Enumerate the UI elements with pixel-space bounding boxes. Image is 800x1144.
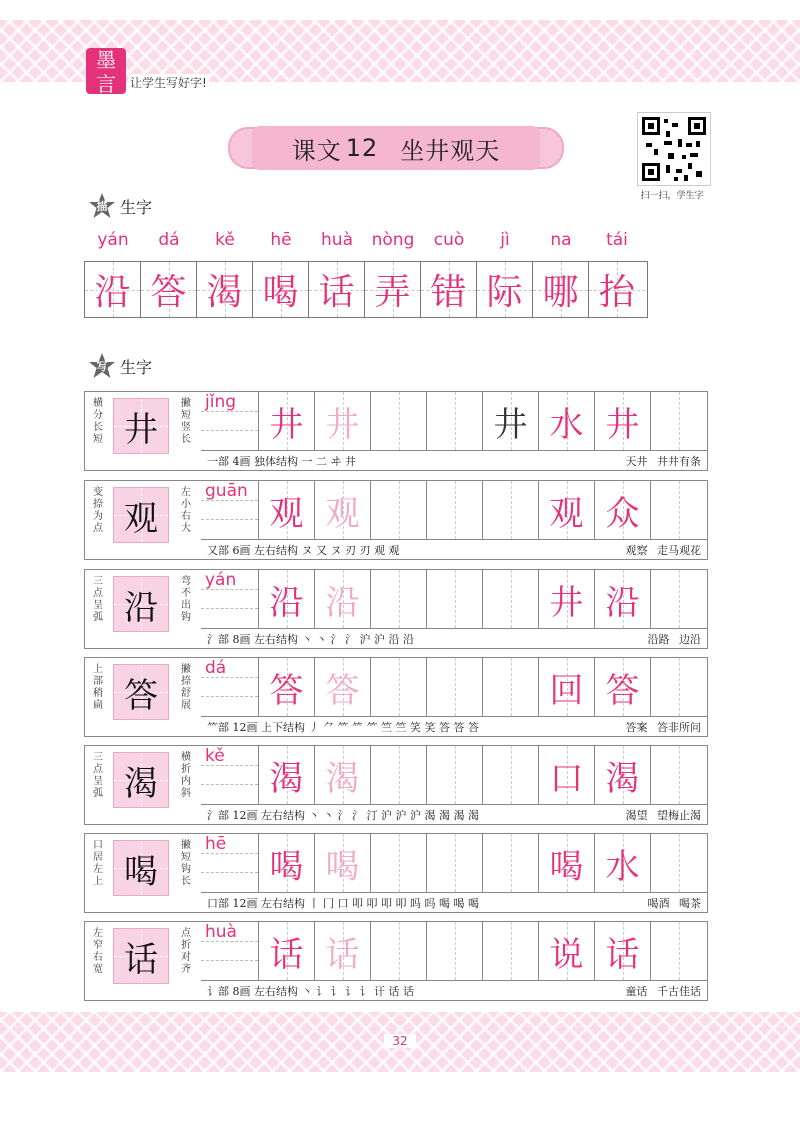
stroke-order-text: 一部 4画 独体结构 一 二 ヰ 井 — [207, 454, 356, 468]
practice-cell[interactable] — [371, 746, 427, 804]
practice-cell[interactable]: 喝 — [539, 834, 595, 892]
stroke-order-text: 氵部 12画 左右结构 丶 丶 氵 氵 汀 沪 沪 沪 渴 渴 渴 渴 — [207, 808, 479, 822]
section-write-heading: 写 生字 — [88, 352, 152, 380]
lesson-title — [252, 126, 540, 170]
practice-cell[interactable]: 沿 — [315, 570, 371, 628]
practice-cell[interactable]: 井 — [595, 392, 651, 450]
stroke-info — [201, 450, 707, 470]
example-words: 喝酒 喝茶 — [647, 896, 701, 910]
stroke-order-text: 氵部 8画 左右结构 丶 丶 氵 氵 沪 沪 沿 沿 — [207, 632, 414, 646]
trace-char-row — [84, 261, 648, 318]
trace-char: 弄 — [374, 272, 411, 313]
practice-cell[interactable]: 回 — [539, 658, 595, 716]
practice-cell[interactable] — [483, 481, 539, 539]
pinyin-text: hē — [205, 834, 227, 854]
practice-cell[interactable]: 喝 — [315, 834, 371, 892]
stroke-info — [201, 804, 707, 824]
stroke-info — [201, 980, 707, 1000]
practice-cell[interactable] — [651, 746, 707, 804]
practice-cell[interactable]: 口 — [539, 746, 595, 804]
trace-pinyin: jì — [500, 230, 510, 250]
writing-tip-right: 左小右大 — [181, 487, 191, 534]
practice-row — [84, 833, 708, 913]
trace-char-cell[interactable] — [309, 262, 365, 317]
trace-pinyin-row — [85, 230, 647, 258]
practice-cell[interactable] — [427, 834, 483, 892]
trace-pinyin: tái — [606, 230, 628, 250]
writing-tip-right: 横折内斜 — [181, 752, 191, 799]
model-char: 沿 — [113, 576, 169, 632]
stroke-info — [201, 628, 707, 648]
trace-pinyin: nòng — [371, 230, 415, 250]
practice-cell[interactable] — [371, 658, 427, 716]
practice-cell[interactable] — [651, 481, 707, 539]
star-badge-icon: 描 — [88, 192, 116, 220]
trace-char: 话 — [318, 272, 355, 313]
stroke-order-text: 讠部 8画 左右结构 丶 讠 讠 讠 讠 讦 话 话 — [207, 984, 414, 998]
practice-cell[interactable]: 渴 — [259, 746, 315, 804]
qr-code[interactable] — [637, 112, 711, 186]
practice-cell[interactable]: 水 — [595, 834, 651, 892]
trace-pinyin: hē — [270, 230, 292, 250]
practice-cell[interactable] — [483, 922, 539, 980]
practice-cell[interactable] — [427, 481, 483, 539]
trace-char: 错 — [430, 272, 467, 313]
practice-cell[interactable]: 答 — [259, 658, 315, 716]
practice-cell[interactable] — [483, 570, 539, 628]
trace-char-cell[interactable] — [589, 262, 645, 317]
pinyin-text: jǐng — [205, 392, 237, 412]
practice-row — [84, 921, 708, 1001]
brand-slogan: 让学生写好字! — [130, 76, 207, 90]
practice-cell[interactable]: 观 — [259, 481, 315, 539]
stroke-info — [201, 892, 707, 912]
pinyin-box[interactable] — [201, 658, 259, 716]
example-words: 天井 井井有条 — [625, 454, 701, 468]
writing-tip-right: 弯不出钩 — [181, 576, 191, 623]
practice-cell[interactable]: 话 — [259, 922, 315, 980]
example-words: 渴望 望梅止渴 — [625, 808, 701, 822]
title-label: 课文 — [291, 136, 342, 165]
pinyin-box[interactable] — [201, 746, 259, 804]
practice-cell[interactable] — [483, 658, 539, 716]
practice-cell[interactable] — [371, 570, 427, 628]
practice-cell[interactable]: 井 — [483, 392, 539, 450]
trace-pinyin: na — [550, 230, 572, 250]
practice-cell[interactable]: 沿 — [259, 570, 315, 628]
practice-cell[interactable] — [371, 834, 427, 892]
practice-cell[interactable]: 答 — [595, 658, 651, 716]
model-char: 喝 — [113, 840, 169, 896]
trace-char-cell[interactable] — [197, 262, 253, 317]
pinyin-text: guān — [205, 481, 248, 501]
trace-char-cell[interactable] — [533, 262, 589, 317]
stroke-order-text: 口部 12画 左右结构 丨 冂 口 叩 叩 叩 叩 吗 吗 喝 喝 喝 — [207, 896, 479, 910]
practice-cell[interactable]: 答 — [315, 658, 371, 716]
practice-row — [84, 745, 708, 825]
practice-cell[interactable] — [483, 746, 539, 804]
practice-grid — [259, 392, 707, 450]
practice-cell[interactable]: 话 — [595, 922, 651, 980]
example-words: 观察 走马观花 — [625, 543, 701, 557]
example-words: 沿路 边沿 — [647, 632, 701, 646]
model-char: 井 — [113, 398, 169, 454]
practice-cell[interactable] — [427, 922, 483, 980]
title-name: 坐井观天 — [400, 136, 501, 165]
practice-row — [84, 657, 708, 737]
writing-tip-left: 三点呈弧 — [93, 576, 103, 623]
trace-pinyin: cuò — [433, 230, 465, 250]
trace-char: 际 — [486, 272, 523, 313]
trace-char: 喝 — [262, 272, 299, 313]
practice-cell[interactable]: 观 — [539, 481, 595, 539]
model-char: 答 — [113, 664, 169, 720]
section-trace-heading: 描 生字 — [88, 192, 152, 220]
writing-tip-left: 口居左上 — [93, 840, 103, 887]
trace-char: 答 — [150, 272, 187, 313]
trace-char-cell[interactable] — [253, 262, 309, 317]
practice-cell[interactable] — [427, 658, 483, 716]
practice-grid — [259, 834, 707, 892]
stroke-info — [201, 539, 707, 559]
model-char: 渴 — [113, 752, 169, 808]
model-char: 话 — [113, 928, 169, 984]
pinyin-text: yán — [205, 570, 237, 590]
pinyin-text: huà — [205, 922, 237, 942]
practice-cell[interactable] — [651, 570, 707, 628]
page-number: 32 — [0, 1034, 800, 1048]
practice-cell[interactable]: 井 — [315, 392, 371, 450]
practice-cell[interactable] — [651, 392, 707, 450]
writing-tip-left: 上部稍扁 — [93, 664, 103, 711]
practice-grid — [259, 481, 707, 539]
practice-cell[interactable]: 沿 — [595, 570, 651, 628]
practice-grid — [259, 746, 707, 804]
practice-cell[interactable] — [371, 922, 427, 980]
practice-cell[interactable]: 井 — [259, 392, 315, 450]
practice-grid — [259, 922, 707, 980]
trace-char: 沿 — [94, 272, 131, 313]
writing-tip-left: 左窄右宽 — [93, 928, 103, 975]
practice-cell[interactable]: 喝 — [259, 834, 315, 892]
practice-cell[interactable]: 渴 — [595, 746, 651, 804]
practice-cell[interactable] — [371, 392, 427, 450]
trace-char-cell[interactable] — [365, 262, 421, 317]
writing-tip-left: 三点呈弧 — [93, 752, 103, 799]
practice-row — [84, 480, 708, 560]
trace-char-cell[interactable] — [85, 262, 141, 317]
practice-cell[interactable]: 井 — [539, 570, 595, 628]
practice-cell[interactable] — [483, 834, 539, 892]
writing-tip-right: 点折对齐 — [181, 928, 191, 975]
practice-cell[interactable]: 观 — [315, 481, 371, 539]
trace-pinyin: kě — [215, 230, 235, 250]
qr-caption: 扫一扫，学生字 — [640, 191, 704, 201]
stroke-order-text: ⺮部 12画 上下结构 丿 ⺈ ⺮ ⺮ ⺮ 竺 竺 笑 笑 答 答 答 — [207, 720, 479, 734]
practice-cell[interactable]: 说 — [539, 922, 595, 980]
trace-pinyin: yán — [97, 230, 129, 250]
example-words: 童话 千古佳话 — [625, 984, 701, 998]
writing-tip-right: 撇短钩长 — [181, 840, 191, 887]
stroke-order-text: 又部 6画 左右结构 ヌ 又 ヌ 刃 刃 观 观 — [207, 543, 400, 557]
example-words: 答案 答非所问 — [625, 720, 701, 734]
practice-cell[interactable] — [651, 834, 707, 892]
writing-tip-left: 变捺为点 — [93, 487, 103, 534]
trace-char-cell[interactable] — [477, 262, 533, 317]
stroke-info — [201, 716, 707, 736]
practice-cell[interactable]: 话 — [315, 922, 371, 980]
brand-logo: 墨 言 — [86, 48, 126, 94]
trace-pinyin: dá — [158, 230, 180, 250]
practice-cell[interactable]: 渴 — [315, 746, 371, 804]
practice-cell[interactable] — [651, 658, 707, 716]
trace-char-cell[interactable] — [141, 262, 197, 317]
practice-cell[interactable] — [651, 922, 707, 980]
pinyin-text: kě — [205, 746, 225, 766]
title-number: 12 — [345, 134, 379, 162]
pinyin-text: dá — [205, 658, 227, 678]
practice-row — [84, 569, 708, 649]
pinyin-box[interactable] — [201, 570, 259, 628]
star-badge-icon: 写 — [88, 352, 116, 380]
trace-char: 渴 — [206, 272, 243, 313]
practice-cell[interactable] — [427, 392, 483, 450]
writing-tip-left: 横分长短 — [93, 398, 103, 445]
practice-grid — [259, 658, 707, 716]
practice-cell[interactable] — [427, 570, 483, 628]
pinyin-box[interactable] — [201, 922, 259, 980]
practice-grid — [259, 570, 707, 628]
writing-tip-right: 撇捺舒展 — [181, 664, 191, 711]
practice-cell[interactable]: 众 — [595, 481, 651, 539]
trace-char: 抬 — [598, 272, 635, 313]
practice-cell[interactable] — [427, 746, 483, 804]
practice-row — [84, 391, 708, 471]
model-char: 观 — [113, 487, 169, 543]
writing-tip-right: 撇短竖长 — [181, 398, 191, 445]
pinyin-box[interactable] — [201, 481, 259, 539]
practice-cell[interactable] — [371, 481, 427, 539]
pinyin-box[interactable] — [201, 392, 259, 450]
trace-char-cell[interactable] — [421, 262, 477, 317]
trace-char: 哪 — [542, 272, 579, 313]
trace-pinyin: huà — [321, 230, 353, 250]
pinyin-box[interactable] — [201, 834, 259, 892]
practice-cell[interactable]: 水 — [539, 392, 595, 450]
